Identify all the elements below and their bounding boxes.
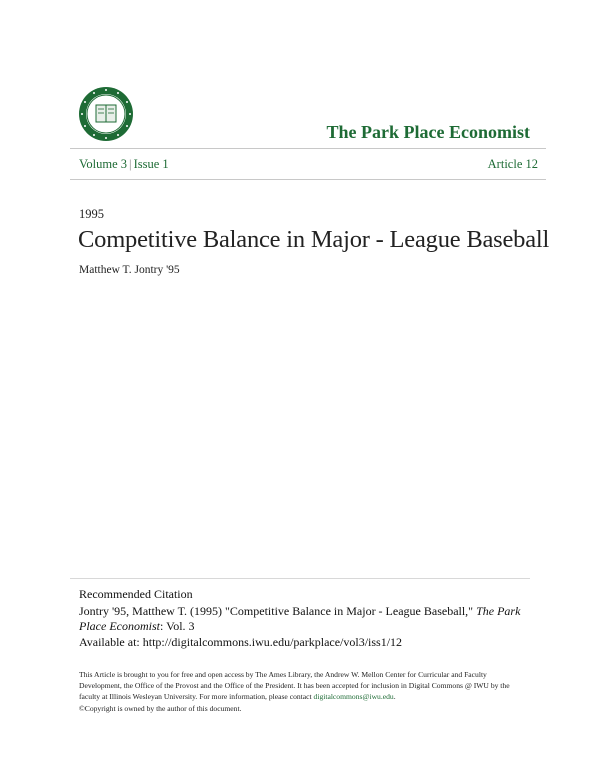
access-statement (79, 669, 524, 714)
citation-journal: The Park Place Economist (79, 603, 521, 633)
article-title: Competitive Balance in Major - League Baseball (78, 226, 550, 253)
issue-meta-row (79, 157, 538, 172)
article-link[interactable]: Article 12 (487, 157, 538, 171)
copyright-notice: ©Copyright is owned by the author of this document. (79, 703, 242, 713)
contact-email-link[interactable]: digitalcommons@iwu.edu (313, 692, 394, 702)
university-seal-logo (78, 86, 134, 142)
citation-label: Recommended Citation (79, 587, 193, 601)
recommended-citation (79, 587, 539, 650)
article-author: Matthew T. Jontry '95 (79, 264, 180, 276)
publication-year: 1995 (79, 207, 104, 221)
volume-link[interactable]: Volume 3 (79, 157, 128, 171)
access-text: This Article is brought to you for free and open access by The Ames Library, the Andrew W. Mellon Center for Curricular and Faculty Development, the Office of the Provost and the Office of the President. It has been accepted for inclusion in Digital Commons @ IWU by the faculty at Illinois Wesleyan University. For more information, please contact (79, 670, 510, 702)
citation-divider (70, 578, 530, 579)
citation-available-link[interactable]: Available at: http://digitalcommons.iwu.edu/parkplace/vol3/iss1/12 (79, 634, 403, 649)
header-divider (70, 148, 546, 149)
volume-issue (79, 157, 169, 172)
meta-divider (70, 179, 546, 180)
journal-title[interactable]: The Park Place Economist (326, 122, 530, 142)
issue-link[interactable]: Issue 1 (133, 157, 169, 171)
access-text-end: . (393, 692, 396, 702)
meta-separator: | (129, 157, 132, 171)
citation-text: Jontry '95, Matthew T. (1995) "Competitive Balance in Major - League Baseball," (79, 603, 477, 618)
citation-volume: : Vol. 3 (159, 619, 195, 633)
